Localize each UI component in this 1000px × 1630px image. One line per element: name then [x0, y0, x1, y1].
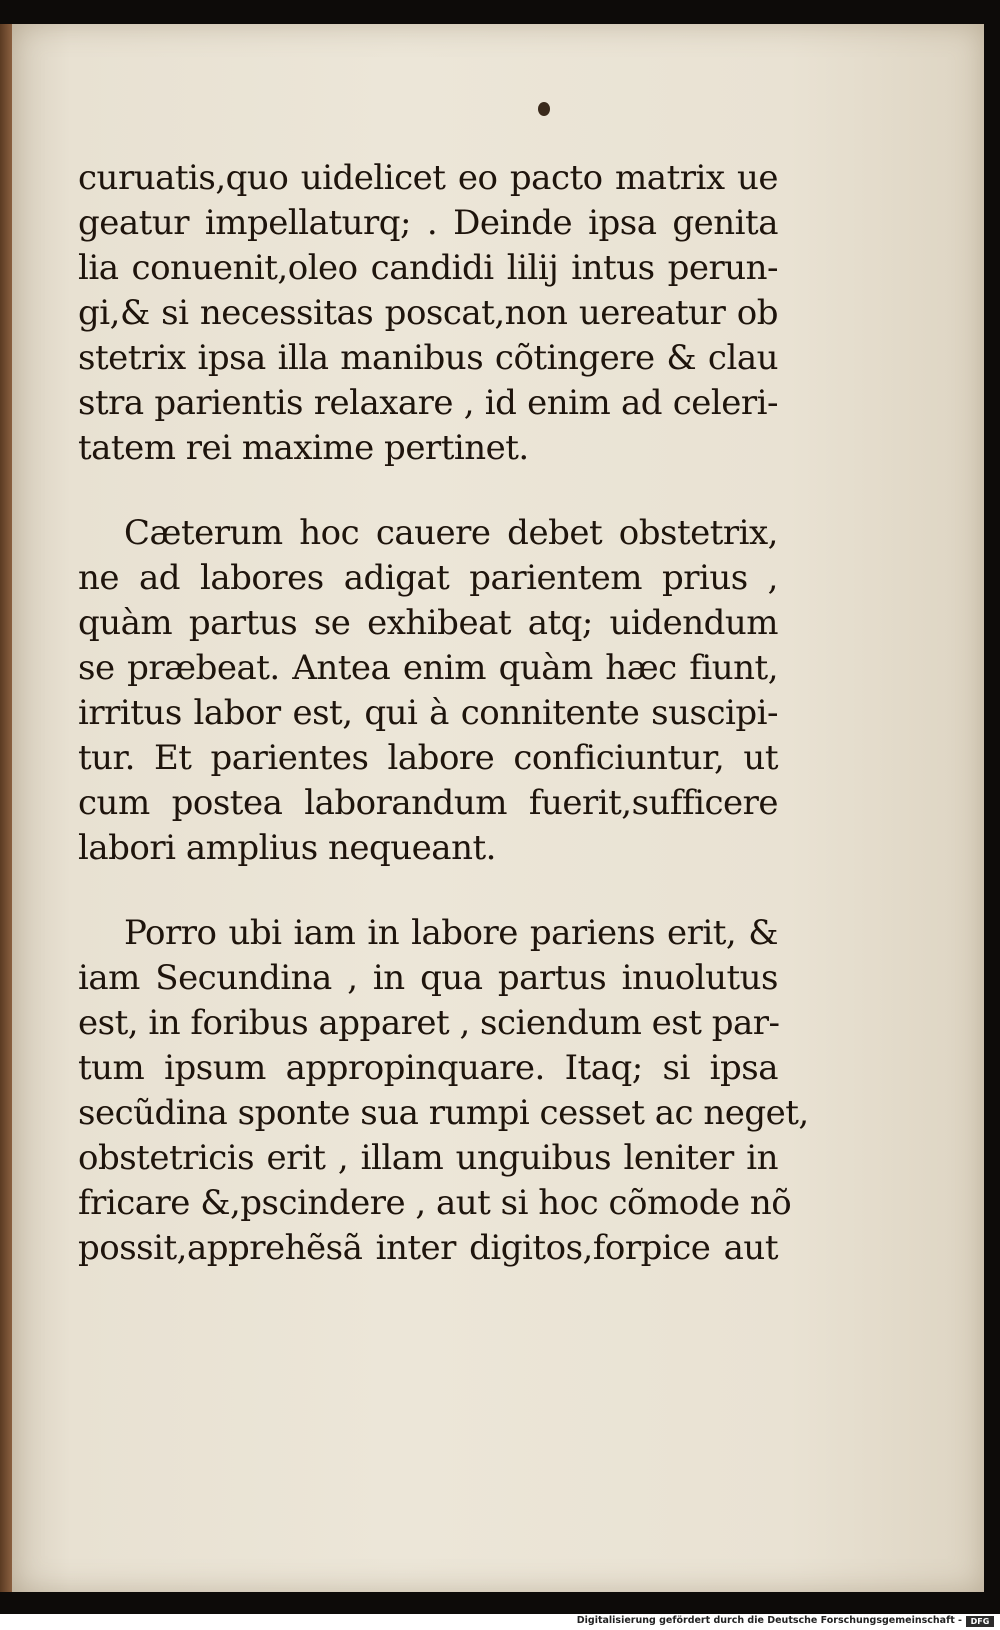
text-line: cum postea laborandum fuerit,sufficere — [78, 783, 778, 823]
text-line: curuatis,quo uidelicet eo pacto matrix ue — [78, 158, 778, 198]
text-line: Cæterum hoc cauere debet obstetrix, — [124, 513, 778, 553]
text-line: labori amplius nequeant. — [78, 828, 496, 868]
paragraph-3 — [78, 911, 809, 1271]
funding-credit: Digitalisierung gefördert durch die Deutsche Forschungsgemeinschaft - — [576, 1615, 962, 1626]
paragraph-1 — [78, 156, 778, 471]
dfg-logo: DFG — [966, 1616, 994, 1627]
text-line: stetrix ipsa illa manibus cõtingere & clau — [78, 338, 778, 378]
text-line: Porro ubi iam in labore pariens erit, & — [124, 913, 778, 953]
text-line: tatem rei maxime pertinet. — [78, 428, 529, 468]
text-line: lia conuenit,oleo candidi lilij intus perun- — [78, 248, 778, 288]
book-binding-edge — [0, 24, 12, 1592]
text-line: quàm partus se exhibeat atq; uidendum — [78, 603, 778, 643]
text-line: gi,& si necessitas poscat,non uereatur ob — [78, 293, 778, 333]
paragraph-2 — [78, 511, 778, 871]
text-line: iam Secundina , in qua partus inuolutus — [78, 958, 778, 998]
ink-mark — [538, 102, 550, 116]
text-line: tum ipsum appropinquare. Itaq; si ipsa — [78, 1048, 778, 1088]
text-line: possit,apprehẽsã inter digitos,forpice aut — [78, 1228, 778, 1268]
text-line: fricare &,pscindere , aut si hoc cõmode nõ — [78, 1183, 792, 1223]
digitization-footer — [0, 1614, 1000, 1630]
text-line: tur. Et parientes labore conficiuntur, ut — [78, 738, 778, 778]
text-line: ne ad labores adigat parientem prius , — [78, 558, 778, 598]
text-line: obstetricis erit , illam unguibus leniter in — [78, 1138, 778, 1178]
text-line: irritus labor est, qui à connitente suscipi- — [78, 693, 778, 733]
text-line: geatur impellaturq; . Deinde ipsa genita — [78, 203, 778, 243]
text-line: est, in foribus apparet , sciendum est par- — [78, 1003, 780, 1043]
text-line: secũdina sponte sua rumpi cesset ac neget, — [78, 1093, 809, 1133]
text-line: stra parientis relaxare , id enim ad celeri- — [78, 383, 778, 423]
text-line: se præbeat. Antea enim quàm hæc fiunt, — [78, 648, 778, 688]
page-text — [78, 156, 809, 1271]
